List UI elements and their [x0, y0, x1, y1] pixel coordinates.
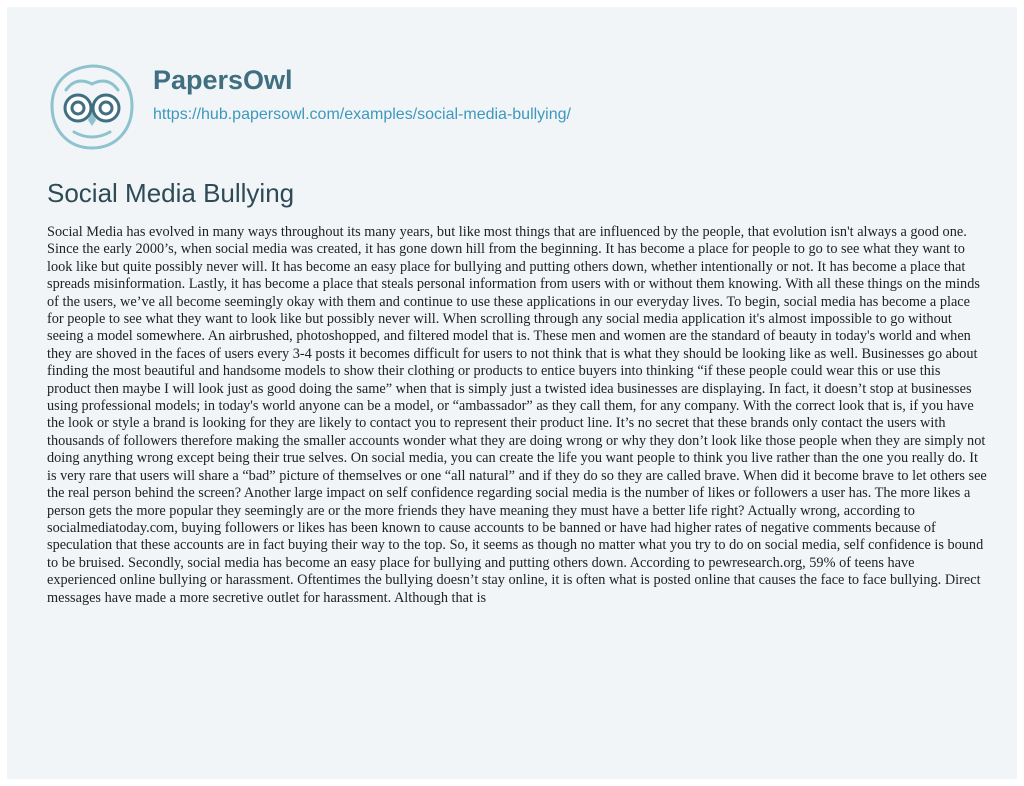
source-url-link[interactable]: https://hub.papersowl.com/examples/social-media-bullying/ — [153, 106, 571, 123]
essay-title: Social Media Bullying — [47, 178, 295, 208]
header — [7, 7, 1017, 167]
brand-name[interactable]: PapersOwl — [153, 65, 293, 95]
owl-logo-icon — [46, 62, 138, 154]
essay-body-text: Social Media has evolved in many ways throughout its many years, but like most things that are influenced by the people, that evolution isn't always a good one. Since the early 2000’s, when social media was created, it has gone down hill from the beginning. It has become a place for people to go to see what they want to look like but quite possibly never will. It has become an easy place for bullying and putting others down, whether intentionally or not. It has become a place that spreads misinformation. Lastly, it has become a place that steals personal information from users with or without them knowing. With all these things on the minds of the users, we’ve all become seemingly okay with them and continue to use these applications in our everyday lives. To begin, social media has become a place for people to see what they want to look like but possibly never will. When scrolling through any social media application it's almost impossible to go without seeing a model somewhere. An airbrushed, photoshopped, and filtered model that is. These men and women are the standard of beauty in today's world and when they are shoved in the faces of users every 3-4 posts it becomes difficult for users to not think that is what they should be looking like as well. Businesses go about finding the most beautiful and handsome models to show their clothing or products to entice buyers into thinking “if these people could wear this or use this product then maybe I will look just as good doing the same” when that is simply just a twisted idea businesses are displaying. In fact, it doesn’t stop at businesses using professional models; in today's world anyone can be a model, or “ambassador” as they call them, for any company. With the correct look that is, if you have the look or style a brand is looking for they are likely to contact you to represent their product line. It’s no secret that these brands only contact the users with thousands of followers therefore making the smaller accounts wonder what they are doing wrong or why they don’t look like those people when they are simply not doing anything wrong except being their true selves. On social media, you can create the life you want people to think you live rather than the one you really do. It is very rare that users will share a “bad” picture of themselves or one “all natural” and if they do so they are called brave. When did it become brave to let others see the real person behind the screen? Another large impact on self confidence regarding social media is the number of likes or followers a user has. The more likes a person gets the more popular they seemingly are or the more friends they have meaning they must have a better life right? Actually wrong, according to socialmediatoday.com, buying followers or likes has been known to cause accounts to be banned or have had higher rates of negative comments because of speculation that these accounts are in fact buying their way to the top. So, it seems as though no matter what you try to do on social media, self confidence is bound to be bruised. Secondly, social media has become an easy place for bullying and putting others down. According to pewresearch.org, 59% of teens have experienced online bullying or harassment. Oftentimes the bullying doesn’t stay online, it is often what is posted online that causes the face to face bullying. Direct messages have made a more secretive outlet for harassment. Although that is — [47, 224, 987, 606]
document-page — [7, 7, 1017, 779]
